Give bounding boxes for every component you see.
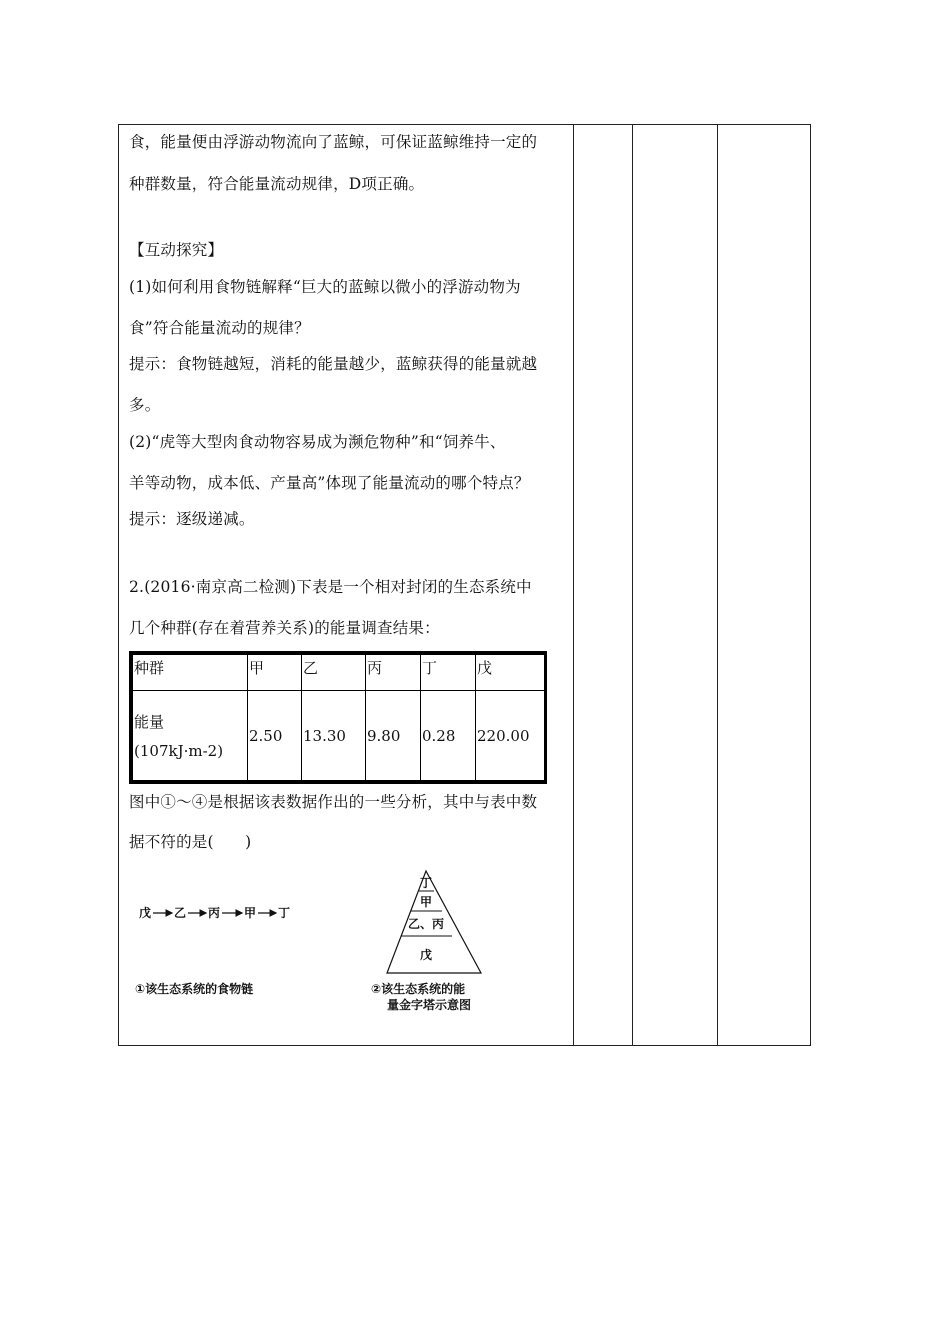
table-cell: 220.00 — [476, 691, 545, 781]
figure-caption-2: ②该生态系统的能 — [371, 982, 466, 996]
column-divider-2 — [632, 125, 633, 1045]
chain-node: 乙 — [174, 906, 187, 920]
question-text: 图中①～④是根据该表数据作出的一些分析，其中与表中数 — [129, 793, 538, 811]
question-text: 几个种群(存在着营养关系)的能量调查结果： — [129, 619, 440, 637]
table-cell: 9.80 — [366, 691, 421, 781]
table-header-cell: 甲 — [248, 655, 302, 691]
question-text: 2.(2016·南京高二检测)下表是一个相对封闭的生态系统中 — [129, 578, 532, 596]
chain-node: 甲 — [244, 906, 257, 920]
energy-table — [129, 651, 547, 784]
question-text: 据不符的是( ) — [129, 833, 252, 851]
question-text: (2)“虎等大型肉食动物容易成为濒危物种”和“饲养牛、 — [129, 433, 506, 451]
table-header-cell: 种群 — [133, 655, 248, 691]
table-header-cell: 丁 — [421, 655, 476, 691]
layout-table — [118, 124, 811, 1046]
pyramid-level: 戊 — [419, 948, 433, 962]
table-cell: 13.30 — [302, 691, 366, 781]
question-text: 羊等动物，成本低、产量高”体现了能量流动的哪个特点？ — [129, 474, 530, 492]
row-label-unit: (107kJ·m-2) — [134, 742, 224, 760]
table-header-cell: 戊 — [476, 655, 545, 691]
table-header-cell: 丙 — [366, 655, 421, 691]
analysis-figure — [131, 865, 491, 1015]
paragraph: 食，能量便由浮游动物流向了蓝鲸，可保证蓝鲸维持一定的 — [129, 133, 538, 151]
hint-text: 提示：逐级递减。 — [129, 510, 255, 528]
chain-node: 丙 — [208, 906, 221, 920]
figure-caption-2-line2: 量金字塔示意图 — [387, 998, 472, 1012]
row-label-name: 能量 — [134, 713, 165, 731]
chain-node: 丁 — [278, 906, 291, 920]
paragraph: 种群数量，符合能量流动规律，D项正确。 — [129, 175, 425, 193]
question-text: (1)如何利用食物链解释“巨大的蓝鲸以微小的浮游动物为 — [129, 278, 521, 296]
pyramid-level: 丁 — [419, 876, 433, 890]
pyramid-level: 甲 — [419, 895, 433, 909]
figure-svg — [131, 865, 491, 1015]
column-divider-3 — [717, 125, 718, 1045]
figure-caption-1: ①该生态系统的食物链 — [135, 982, 254, 996]
pyramid-level: 乙、丙 — [407, 917, 445, 931]
chain-node: 戊 — [139, 906, 152, 920]
hint-text: 多。 — [129, 396, 161, 414]
table-cell: 2.50 — [248, 691, 302, 781]
table-row-label — [133, 691, 248, 781]
question-text: 食”符合能量流动的规律？ — [129, 319, 310, 337]
table-cell: 0.28 — [421, 691, 476, 781]
hint-text: 提示：食物链越短，消耗的能量越少，蓝鲸获得的能量就越 — [129, 355, 538, 373]
column-divider-1 — [573, 125, 574, 1045]
table-header-cell: 乙 — [302, 655, 366, 691]
section-heading: 【互动探究】 — [129, 241, 224, 259]
